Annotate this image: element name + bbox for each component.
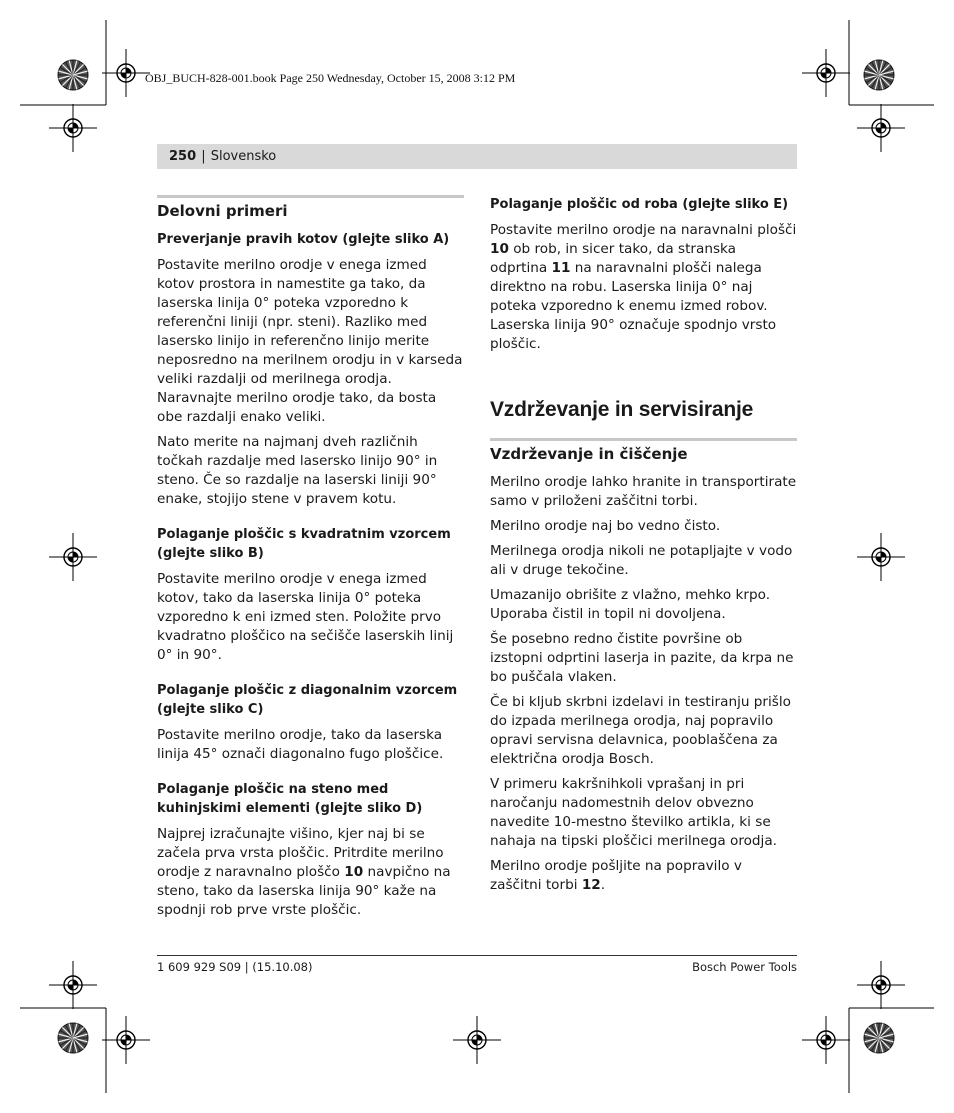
registration-target (802, 1016, 850, 1064)
star-target (58, 1023, 88, 1053)
header-language: Slovensko (210, 149, 277, 164)
paragraph: Nato merite na najmanj dveh različnih točkah razdalje med lasersko linijo 90° in steno. Če so razdalje na laserski liniji 90° enake, stojijo stene v pravem kotu. (157, 434, 438, 507)
paragraph: Najprej izračunajte višino, kjer naj bi se začela prva vrsta ploščic. Pritrdite merilno orodje z naravnalno ploščo 10 navpično na steno, tako da laserska linija 90° kaže na spodnji rob prve vrste ploščic. (157, 826, 451, 918)
star-target (864, 1023, 894, 1053)
part-number: 10 (490, 241, 509, 257)
paragraph: Postavite merilno orodje na naravnalni plošči 10 ob rob, in sicer tako, da stranska odprtina 11 na naravnalni plošči nalega direktno na robu. Laserska linija 0° naj poteka vzporedno k enemu izmed robov. Laserska linija 90° označuje spodnjo vrsto ploščic. (490, 222, 797, 352)
header-separator: | (201, 149, 206, 164)
paragraph: Merilno orodje pošljite na popravilo v zaščitni torbi 12. (490, 858, 742, 893)
subsection-heading: Polaganje ploščic s kvadratnim vzorcem (glejte sliko B) (157, 527, 451, 561)
paragraph: Postavite merilno orodje v enega izmed kotov, tako da laserska linija 0° poteka vzporedno k eni izmed sten. Položite prvo kvadratno ploščico na sečišče laserskih linij 0° in 90°. (157, 571, 454, 663)
file-slug: OBJ_BUCH-828-001.book Page 250 Wednesday, October 15, 2008 3:12 PM (145, 71, 516, 85)
part-number: 12 (581, 877, 601, 893)
paragraph: Postavite merilno orodje v enega izmed kotov prostora in namestite ga tako, da laserska linija 0° poteka vzporedno k referenčni liniji (npr. steni). Razliko med lasersko linijo in referenčno linijo merite neposredno na merilnem orodju in v karseda veliki razdalji od merilnega orodja. Naravnajte merilno orodje tako, da bosta obe razdalji enako veliki. (157, 257, 463, 425)
star-target (58, 60, 88, 90)
registration-target (102, 1016, 150, 1064)
registration-target (49, 533, 97, 581)
paragraph: Postavite merilno orodje, tako da laserska linija 45° označi diagonalno fugo ploščice. (157, 727, 444, 762)
subsection-heading: Polaganje ploščic na steno med kuhinjskimi elementi (glejte sliko D) (157, 782, 423, 816)
paragraph: Če bi kljub skrbni izdelavi in testiranju prišlo do izpada merilnega orodja, naj popravilo opravi servisna delavnica, pooblaščena za električna orodja Bosch. (490, 694, 791, 767)
registration-target (49, 104, 97, 152)
registration-target (453, 1016, 501, 1064)
page-number: 250 (169, 149, 197, 164)
paragraph: Še posebno redno čistite površine ob izstopni odprtini laserja in pazite, da krpa ne bo puščala vlaken. (490, 631, 794, 685)
part-number: 10 (344, 864, 364, 880)
subsection-heading: Preverjanje pravih kotov (glejte sliko A) (157, 232, 450, 247)
footer-rule (157, 955, 797, 956)
page-header (157, 144, 797, 169)
footer-brand: Bosch Power Tools (692, 960, 797, 974)
right-column (490, 195, 797, 901)
registration-target (857, 104, 905, 152)
registration-target (857, 533, 905, 581)
paragraph: Merilno orodje lahko hranite in transportirate samo v priloženi zaščitni torbi. (490, 474, 797, 509)
paragraph: Merilno orodje naj bo vedno čisto. (490, 518, 721, 534)
star-target (864, 60, 894, 90)
chapter-title: Vzdrževanje in servisiranje (490, 398, 754, 421)
registration-target (49, 961, 97, 1009)
left-column (157, 195, 464, 926)
part-number: 11 (551, 260, 571, 276)
registration-target (857, 961, 905, 1009)
subsection-heading: Polaganje ploščic od roba (glejte sliko E) (490, 197, 789, 212)
section-rule (490, 438, 797, 441)
paragraph: Umazanijo obrišite z vlažno, mehko krpo. Uporaba čistil in topil ni dovoljena. (490, 587, 771, 622)
subsection-heading: Polaganje ploščic z diagonalnim vzorcem (glejte sliko C) (157, 683, 458, 717)
registration-target (102, 49, 150, 97)
section-title: Vzdrževanje in čiščenje (490, 445, 688, 463)
registration-target (802, 49, 850, 97)
section-rule (157, 195, 464, 198)
paragraph: Merilnega orodja nikoli ne potapljajte v vodo ali v druge tekočine. (490, 543, 793, 578)
section-title: Delovni primeri (157, 202, 288, 220)
footer-doc-id: 1 609 929 S09 | (15.10.08) (157, 960, 313, 974)
paragraph: V primeru kakršnihkoli vprašanj in pri naročanju nadomestnih delov obvezno navedite 10-mestno številko artikla, ki se nahaja na tipski ploščici merilnega orodja. (490, 776, 777, 849)
